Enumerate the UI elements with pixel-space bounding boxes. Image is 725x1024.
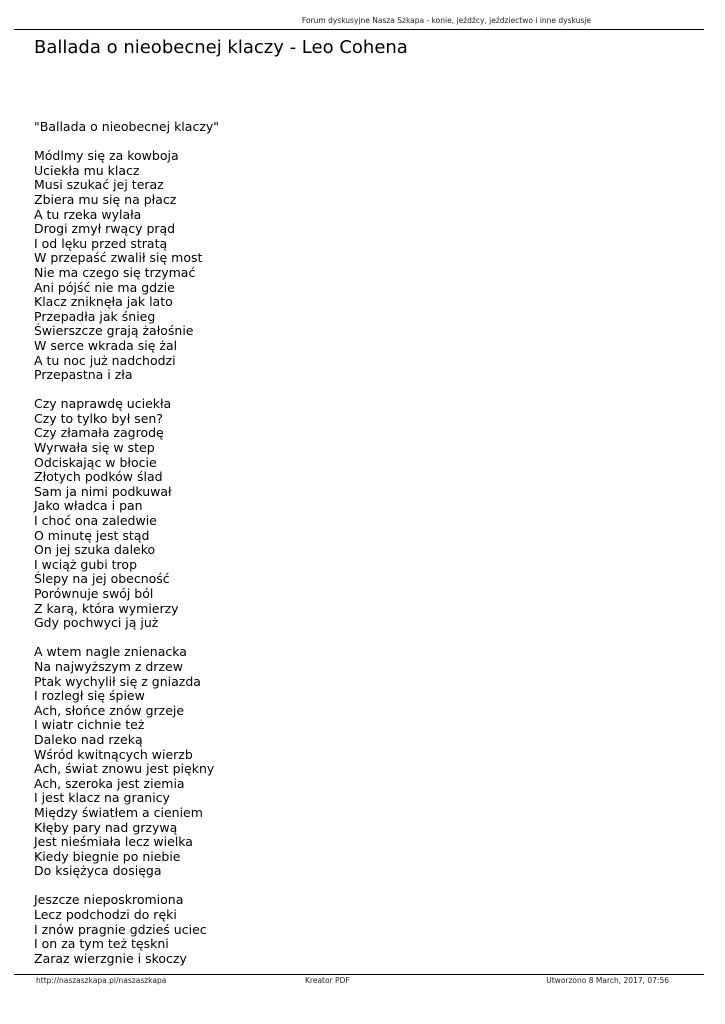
poem-line: W przepaść zwalił się most [34,250,203,266]
poem-line: Między światłem a cieniem [34,804,203,820]
poem-stanza [34,397,219,631]
poem-line: Nie ma czego się trzymać [34,264,196,280]
poem-line: I jest klacz na granicy [34,790,170,806]
page-header-text: Forum dyskusyjne Nasza Szkapa - konie, jeźdźcy, jeździectwo i inne dyskusje [301,16,591,25]
poem-intro-line: "Ballada o nieobecnej klaczy" [34,119,220,134]
poem-line: Jeszcze nieposkromiona [34,892,184,908]
poem-line: Z karą, która wymierzy [34,600,179,616]
poem-body [34,120,219,966]
poem-line: A tu rzeka wylała [34,206,142,222]
poem-stanzas [34,149,219,966]
poem-stanza [34,893,219,966]
poem-line: Czy złamała zagrodę [34,425,164,441]
footer-divider [14,974,704,975]
poem-intro [34,120,219,135]
poem-line: Jako władca i pan [34,498,143,514]
poem-line: Wśród kwitnących wierzb [34,746,193,762]
poem-line: I wiatr cichnie też [34,717,145,733]
poem-line: Lecz podchodzi do ręki [34,907,177,923]
poem-line: Kłęby pary nad grzywą [34,819,178,835]
header-divider [14,29,704,30]
poem-line: Ach, świat znowu jest piękny [34,761,215,777]
poem-line: Gdy pochwyci ją już [34,615,159,631]
poem-line: Ptak wychylił się z gniazda [34,673,201,689]
poem-line: I on za tym też tęskni [34,936,169,952]
poem-line: Módlmy się za kowboja [34,148,179,164]
poem-line: O minutę jest stąd [34,527,150,543]
poem-line: Klacz zniknęła jak lato [34,294,173,310]
poem-line: On jej szuka daleko [34,542,156,558]
document-title: Ballada o nieobecnej klaczy - Leo Cohena [34,37,408,58]
poem-line: Kiedy biegnie po niebie [34,848,181,864]
poem-line: I znów pragnie gdzieś uciec [34,921,207,937]
poem-line: Przepastna i zła [34,367,133,383]
poem-line: Porównuje swój ból [34,586,154,601]
poem-line: Uciekła mu klacz [34,162,140,178]
poem-line: I choć ona zaledwie [34,513,157,529]
poem-line: I od lęku przed stratą [34,235,168,251]
poem-line: I rozległ się śpiew [34,688,145,704]
poem-line: Zbiera mu się na płacz [34,191,177,207]
poem-line: Ani pójść nie ma gdzie [34,279,175,295]
poem-line: Musi szukać jej teraz [34,177,164,193]
poem-line: Przepadła jak śnieg [34,308,156,324]
footer-generator: Kreator PDF [305,976,350,985]
poem-line: Drogi zmył rwący prąd [34,221,176,237]
poem-line: Ach, szeroka jest ziemia [34,775,185,791]
poem-line: Złotych podków ślad [34,469,163,485]
poem-stanza [34,645,219,879]
poem-line: A wtem nagle znienacka [34,644,187,660]
poem-line: Czy to tylko był sen? [34,410,163,426]
poem-line: W serce wkrada się żal [34,337,178,353]
poem-line: Odciskając w błocie [34,454,157,470]
poem-line: Ach, słońce znów grzeje [34,702,185,718]
poem-line: Zaraz wierzgnie i skoczy [34,950,187,966]
poem-line: Daleko nad rzeką [34,731,143,747]
poem-line: Ślepy na jej obecność [34,571,170,587]
poem-line: Jest nieśmiała lecz wielka [34,834,193,850]
poem-line: Do księżyca dosięga [34,863,162,879]
poem-line: Czy naprawdę uciekła [34,396,172,412]
poem-line: Świerszcze grają żałośnie [34,323,194,339]
poem-line: I wciąż gubi trop [34,556,138,572]
poem-stanza [34,149,219,383]
footer-url[interactable]: http://naszaszkapa.pl/naszaszkapa [36,976,167,985]
poem-line: Wyrwała się w step [34,440,155,456]
footer-created-date: Utworzono 8 March, 2017, 07:56 [546,976,669,985]
poem-line: Sam ja nimi podkuwał [34,483,172,499]
poem-line: A tu noc już nadchodzi [34,352,176,368]
poem-line: Na najwyższym z drzew [34,658,183,674]
